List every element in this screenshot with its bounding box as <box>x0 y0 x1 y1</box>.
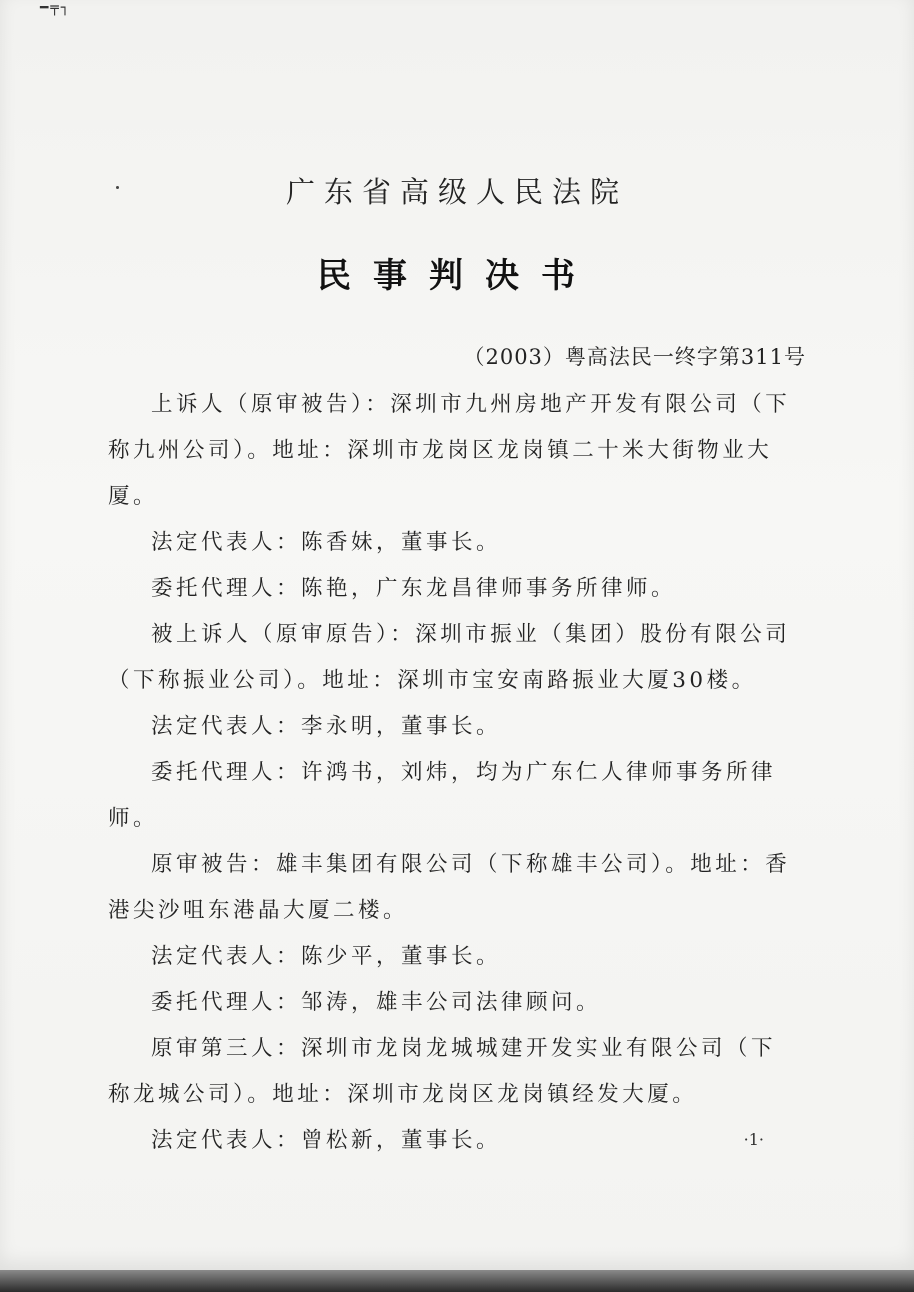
document-title: 民事判决书 <box>317 256 597 296</box>
paragraph-appellee-agent: 委托代理人：许鸿书，刘炜，均为广东仁人律师事务所律师。 <box>108 760 777 831</box>
desk-edge <box>0 1270 914 1292</box>
paragraph-appellee: 被上诉人（原审原告）：深圳市振业（集团）股份有限公司（下称振业公司）。地址：深圳市宝安南路振业大厦30楼。 <box>108 622 791 693</box>
paragraph-third-party-rep: 法定代表人：曾松新，董事长。 <box>151 1128 502 1153</box>
paragraph-appellant-agent: 委托代理人：陈艳，广东龙昌律师事务所律师。 <box>151 576 677 601</box>
paragraph-defendant-rep: 法定代表人：陈少平，董事长。 <box>151 944 502 969</box>
paragraph-appellee-rep: 法定代表人：李永明，董事长。 <box>151 714 502 739</box>
paragraph-appellant-rep: 法定代表人：陈香妹，董事长。 <box>151 530 502 555</box>
corner-mark: ━╤┐ <box>40 0 72 16</box>
court-name: 广东省高级人民法院 <box>285 175 628 209</box>
paragraph-third-party: 原审第三人：深圳市龙岗龙城城建开发实业有限公司（下称龙城公司）。地址：深圳市龙岗区龙岗镇经发大厦。 <box>108 1036 777 1107</box>
paragraph-defendant-agent: 委托代理人：邹涛，雄丰公司法律顾问。 <box>151 990 602 1015</box>
case-number: （2003）粤高法民一终字第311号 <box>463 345 806 369</box>
page-number: ·1· <box>743 1130 764 1149</box>
document-body <box>108 382 800 1164</box>
paragraph-original-defendant: 原审被告：雄丰集团有限公司（下称雄丰公司）。地址：香港尖沙咀东港晶大厦二楼。 <box>108 852 791 923</box>
paragraph-appellant: 上诉人（原审被告）：深圳市九州房地产开发有限公司（下称九州公司）。地址：深圳市龙岗区龙岗镇二十米大街物业大厦。 <box>108 392 791 509</box>
